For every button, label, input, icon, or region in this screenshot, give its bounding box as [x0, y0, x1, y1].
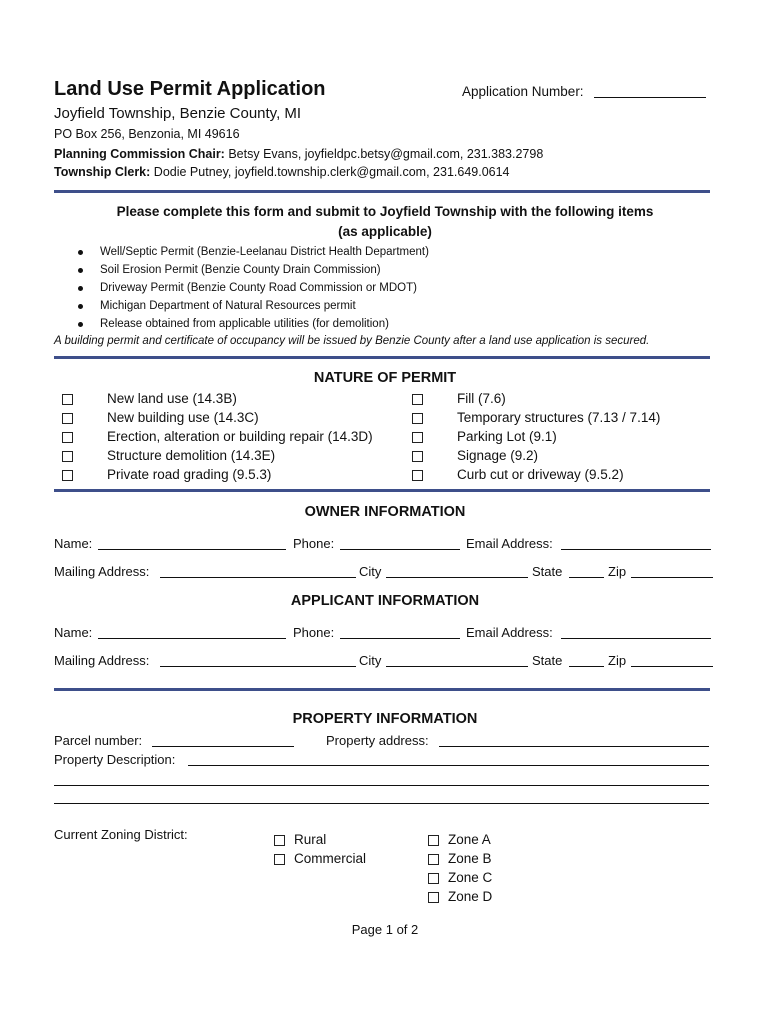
zoning-label: Current Zoning District: [54, 827, 188, 842]
application-number-field[interactable] [594, 97, 706, 98]
applicant-zip-label: Zip [608, 653, 627, 668]
property-description-line[interactable] [54, 803, 709, 804]
owner-state-field[interactable] [569, 577, 604, 578]
divider [54, 688, 710, 691]
applicant-mailing-field[interactable] [160, 666, 356, 667]
township-name: Joyfield Township, Benzie County, MI [54, 105, 302, 122]
divider [54, 489, 710, 492]
property-heading: PROPERTY INFORMATION [292, 711, 478, 727]
applicant-city-label: City [359, 653, 382, 668]
list-item: Release obtained from applicable utilities (for demolition) [76, 315, 429, 333]
township-clerk-value: Dodie Putney, joyfield.township.clerk@gmail.com, 231.649.0614 [153, 165, 510, 179]
zone-option-d[interactable]: Zone D [428, 889, 439, 904]
owner-email-label: Email Address: [466, 536, 553, 551]
parcel-number-field[interactable] [152, 746, 294, 747]
list-item: Michigan Department of Natural Resources permit [76, 297, 429, 315]
checkbox[interactable] [412, 432, 423, 443]
zone-option-c[interactable]: Zone C [428, 870, 439, 885]
checkbox[interactable] [428, 854, 439, 865]
applicant-city-field[interactable] [386, 666, 528, 667]
owner-heading: OWNER INFORMATION [304, 504, 466, 520]
owner-phone-label: Phone: [293, 536, 335, 551]
owner-state-label: State [532, 564, 563, 579]
list-item: Soil Erosion Permit (Benzie County Drain Commission) [76, 261, 429, 279]
divider [54, 190, 710, 193]
property-description-label: Property Description: [54, 752, 176, 767]
permit-option[interactable]: New land use (14.3B) [62, 391, 73, 406]
checkbox[interactable] [62, 413, 73, 424]
property-description-field[interactable] [188, 765, 709, 766]
page-title: Land Use Permit Application [54, 78, 326, 100]
planning-chair-value: Betsy Evans, joyfieldpc.betsy@gmail.com, 231.383.2798 [228, 147, 544, 161]
owner-email-field[interactable] [561, 549, 711, 550]
owner-name-label: Name: [54, 536, 93, 551]
applicant-name-field[interactable] [98, 638, 286, 639]
list-item: Driveway Permit (Benzie County Road Commission or MDOT) [76, 279, 429, 297]
owner-city-label: City [359, 564, 382, 579]
property-address-field[interactable] [439, 746, 709, 747]
permit-option[interactable]: Parking Lot (9.1) [412, 429, 423, 444]
applicant-zip-field[interactable] [631, 666, 713, 667]
checkbox[interactable] [412, 470, 423, 481]
township-clerk [54, 165, 510, 179]
checkbox[interactable] [62, 432, 73, 443]
permit-option[interactable]: Erection, alteration or building repair (14.3D) [62, 429, 73, 444]
building-permit-note: A building permit and certificate of occupancy will be issued by Benzie County after a land use application is secured. [54, 335, 650, 347]
permit-option[interactable]: Signage (9.2) [412, 448, 423, 463]
zone-option-a[interactable]: Zone A [428, 832, 439, 847]
owner-mailing-field[interactable] [160, 577, 356, 578]
township-clerk-label: Township Clerk: [54, 165, 151, 179]
list-item: Well/Septic Permit (Benzie-Leelanau District Health Department) [76, 243, 429, 261]
checkbox[interactable] [428, 835, 439, 846]
checkbox[interactable] [62, 470, 73, 481]
checkbox[interactable] [412, 451, 423, 462]
checkbox[interactable] [412, 413, 423, 424]
parcel-number-label: Parcel number: [54, 733, 143, 748]
instructions-heading: Please complete this form and submit to Joyfield Township with the following items [116, 204, 654, 219]
po-box: PO Box 256, Benzonia, MI 49616 [54, 127, 240, 141]
instructions-heading-sub: (as applicable) [338, 224, 432, 239]
property-description-line[interactable] [54, 785, 709, 786]
required-items-list [76, 243, 429, 333]
nature-heading: NATURE OF PERMIT [313, 370, 457, 386]
zone-option-b[interactable]: Zone B [428, 851, 439, 866]
planning-chair-label: Planning Commission Chair: [54, 147, 225, 161]
checkbox[interactable] [428, 892, 439, 903]
application-number-label: Application Number: [462, 84, 584, 99]
zoning-option-commercial[interactable]: Commercial [274, 851, 285, 866]
property-address-label: Property address: [326, 733, 429, 748]
permit-option[interactable]: New building use (14.3C) [62, 410, 73, 425]
planning-chair [54, 147, 543, 161]
permit-option[interactable]: Private road grading (9.5.3) [62, 467, 73, 482]
owner-mailing-label: Mailing Address: [54, 564, 150, 579]
owner-city-field[interactable] [386, 577, 528, 578]
owner-name-field[interactable] [98, 549, 286, 550]
checkbox[interactable] [428, 873, 439, 884]
applicant-email-field[interactable] [561, 638, 711, 639]
checkbox[interactable] [62, 451, 73, 462]
owner-phone-field[interactable] [340, 549, 460, 550]
applicant-phone-field[interactable] [340, 638, 460, 639]
owner-zip-field[interactable] [631, 577, 713, 578]
checkbox[interactable] [62, 394, 73, 405]
applicant-name-label: Name: [54, 625, 93, 640]
owner-zip-label: Zip [608, 564, 627, 579]
applicant-email-label: Email Address: [466, 625, 553, 640]
applicant-state-label: State [532, 653, 563, 668]
applicant-phone-label: Phone: [293, 625, 335, 640]
permit-option[interactable]: Temporary structures (7.13 / 7.14) [412, 410, 423, 425]
checkbox[interactable] [274, 854, 285, 865]
divider [54, 356, 710, 359]
applicant-mailing-label: Mailing Address: [54, 653, 150, 668]
permit-option[interactable]: Structure demolition (14.3E) [62, 448, 73, 463]
checkbox[interactable] [412, 394, 423, 405]
checkbox[interactable] [274, 835, 285, 846]
permit-option[interactable]: Fill (7.6) [412, 391, 423, 406]
applicant-heading: APPLICANT INFORMATION [290, 593, 480, 609]
applicant-state-field[interactable] [569, 666, 604, 667]
zoning-option-rural[interactable]: Rural [274, 832, 285, 847]
page-number: Page 1 of 2 [351, 922, 419, 937]
permit-option[interactable]: Curb cut or driveway (9.5.2) [412, 467, 423, 482]
